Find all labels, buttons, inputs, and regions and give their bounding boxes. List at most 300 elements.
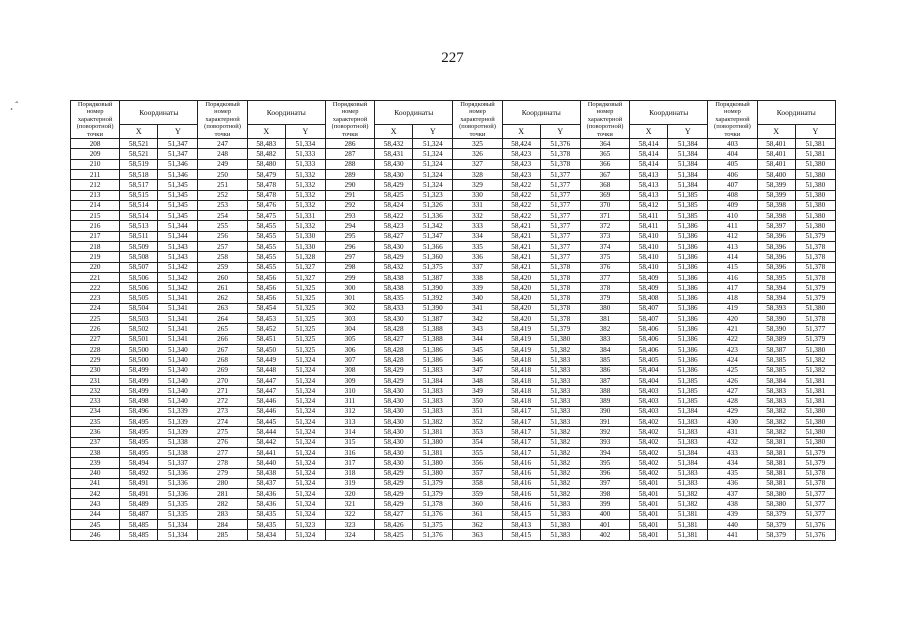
y-cell: 51,324 xyxy=(285,375,325,385)
header-y: Y xyxy=(668,124,708,138)
x-cell: 58,453 xyxy=(247,314,285,324)
point-number-cell: 256 xyxy=(198,231,247,241)
y-cell: 51,378 xyxy=(540,283,580,293)
x-cell: 58,419 xyxy=(502,324,540,334)
y-cell: 51,382 xyxy=(795,355,835,365)
x-cell: 58,421 xyxy=(502,252,540,262)
x-cell: 58,397 xyxy=(757,221,795,231)
point-number-cell: 226 xyxy=(71,324,120,334)
point-number-cell: 236 xyxy=(71,427,120,437)
x-cell: 58,394 xyxy=(757,283,795,293)
y-cell: 51,338 xyxy=(158,437,198,447)
x-cell: 58,415 xyxy=(502,509,540,519)
table-row xyxy=(71,334,836,344)
point-number-cell: 354 xyxy=(453,437,502,447)
x-cell: 58,455 xyxy=(247,252,285,262)
point-number-cell: 274 xyxy=(198,417,247,427)
point-number-cell: 377 xyxy=(580,272,629,282)
point-number-cell: 330 xyxy=(453,190,502,200)
y-cell: 51,324 xyxy=(285,468,325,478)
x-cell: 58,430 xyxy=(375,458,413,468)
y-cell: 51,378 xyxy=(795,252,835,262)
point-number-cell: 411 xyxy=(708,221,757,231)
y-cell: 51,378 xyxy=(540,303,580,313)
x-cell: 58,430 xyxy=(375,427,413,437)
y-cell: 51,386 xyxy=(668,272,708,282)
y-cell: 51,325 xyxy=(285,334,325,344)
point-number-cell: 335 xyxy=(453,242,502,252)
y-cell: 51,345 xyxy=(158,200,198,210)
point-number-cell: 254 xyxy=(198,211,247,221)
y-cell: 51,335 xyxy=(158,509,198,519)
header-coordinates: Координаты xyxy=(120,101,198,125)
point-number-cell: 324 xyxy=(325,530,374,540)
x-cell: 58,455 xyxy=(247,221,285,231)
y-cell: 51,383 xyxy=(540,396,580,406)
coordinates-table xyxy=(70,100,836,541)
point-number-cell: 267 xyxy=(198,344,247,354)
y-cell: 51,332 xyxy=(285,169,325,179)
x-cell: 58,413 xyxy=(630,169,668,179)
point-number-cell: 328 xyxy=(453,169,502,179)
y-cell: 51,324 xyxy=(285,530,325,540)
y-cell: 51,377 xyxy=(540,231,580,241)
x-cell: 58,441 xyxy=(247,447,285,457)
y-cell: 51,344 xyxy=(158,221,198,231)
point-number-cell: 378 xyxy=(580,283,629,293)
point-number-cell: 350 xyxy=(453,396,502,406)
y-cell: 51,385 xyxy=(668,375,708,385)
y-cell: 51,376 xyxy=(413,509,453,519)
x-cell: 58,382 xyxy=(757,427,795,437)
y-cell: 51,386 xyxy=(668,231,708,241)
point-number-cell: 291 xyxy=(325,190,374,200)
x-cell: 58,455 xyxy=(247,262,285,272)
y-cell: 51,381 xyxy=(668,520,708,530)
y-cell: 51,325 xyxy=(285,324,325,334)
y-cell: 51,339 xyxy=(158,406,198,416)
x-cell: 58,438 xyxy=(247,468,285,478)
point-number-cell: 282 xyxy=(198,499,247,509)
y-cell: 51,380 xyxy=(795,427,835,437)
y-cell: 51,383 xyxy=(540,365,580,375)
x-cell: 58,417 xyxy=(502,417,540,427)
y-cell: 51,381 xyxy=(795,149,835,159)
x-cell: 58,476 xyxy=(247,200,285,210)
point-number-cell: 305 xyxy=(325,334,374,344)
y-cell: 51,380 xyxy=(413,437,453,447)
y-cell: 51,378 xyxy=(540,149,580,159)
point-number-cell: 297 xyxy=(325,252,374,262)
x-cell: 58,515 xyxy=(120,190,158,200)
header-coordinates: Координаты xyxy=(375,101,453,125)
x-cell: 58,507 xyxy=(120,262,158,272)
x-cell: 58,402 xyxy=(630,458,668,468)
x-cell: 58,399 xyxy=(757,190,795,200)
point-number-cell: 428 xyxy=(708,396,757,406)
y-cell: 51,383 xyxy=(668,417,708,427)
point-number-cell: 401 xyxy=(580,520,629,530)
header-point-number: Порядковый номер характерной (поворотной) точки xyxy=(453,101,502,139)
y-cell: 51,386 xyxy=(668,324,708,334)
y-cell: 51,378 xyxy=(540,272,580,282)
y-cell: 51,377 xyxy=(540,180,580,190)
point-number-cell: 359 xyxy=(453,489,502,499)
x-cell: 58,432 xyxy=(375,262,413,272)
x-cell: 58,423 xyxy=(502,169,540,179)
y-cell: 51,340 xyxy=(158,375,198,385)
x-cell: 58,491 xyxy=(120,489,158,499)
point-number-cell: 280 xyxy=(198,478,247,488)
table-row xyxy=(71,211,836,221)
x-cell: 58,456 xyxy=(247,272,285,282)
x-cell: 58,519 xyxy=(120,159,158,169)
y-cell: 51,379 xyxy=(795,283,835,293)
x-cell: 58,404 xyxy=(630,365,668,375)
point-number-cell: 343 xyxy=(453,324,502,334)
y-cell: 51,381 xyxy=(795,139,835,149)
y-cell: 51,381 xyxy=(795,386,835,396)
point-number-cell: 425 xyxy=(708,365,757,375)
y-cell: 51,380 xyxy=(413,458,453,468)
x-cell: 58,419 xyxy=(502,334,540,344)
x-cell: 58,417 xyxy=(502,437,540,447)
x-cell: 58,506 xyxy=(120,283,158,293)
point-number-cell: 272 xyxy=(198,396,247,406)
point-number-cell: 209 xyxy=(71,149,120,159)
x-cell: 58,407 xyxy=(630,303,668,313)
x-cell: 58,478 xyxy=(247,190,285,200)
x-cell: 58,410 xyxy=(630,252,668,262)
x-cell: 58,430 xyxy=(375,169,413,179)
point-number-cell: 357 xyxy=(453,468,502,478)
x-cell: 58,408 xyxy=(630,293,668,303)
x-cell: 58,383 xyxy=(757,386,795,396)
point-number-cell: 304 xyxy=(325,324,374,334)
point-number-cell: 365 xyxy=(580,149,629,159)
y-cell: 51,383 xyxy=(668,478,708,488)
x-cell: 58,380 xyxy=(757,489,795,499)
x-cell: 58,416 xyxy=(502,499,540,509)
y-cell: 51,382 xyxy=(795,365,835,375)
y-cell: 51,384 xyxy=(668,159,708,169)
point-number-cell: 213 xyxy=(71,190,120,200)
y-cell: 51,378 xyxy=(540,293,580,303)
point-number-cell: 438 xyxy=(708,499,757,509)
point-number-cell: 264 xyxy=(198,314,247,324)
point-number-cell: 370 xyxy=(580,200,629,210)
point-number-cell: 387 xyxy=(580,375,629,385)
y-cell: 51,377 xyxy=(540,221,580,231)
point-number-cell: 361 xyxy=(453,509,502,519)
x-cell: 58,456 xyxy=(247,293,285,303)
y-cell: 51,330 xyxy=(285,231,325,241)
point-number-cell: 376 xyxy=(580,262,629,272)
header-y: Y xyxy=(285,124,325,138)
point-number-cell: 308 xyxy=(325,365,374,375)
y-cell: 51,376 xyxy=(795,520,835,530)
x-cell: 58,394 xyxy=(757,293,795,303)
x-cell: 58,425 xyxy=(375,530,413,540)
y-cell: 51,323 xyxy=(285,520,325,530)
point-number-cell: 312 xyxy=(325,406,374,416)
y-cell: 51,324 xyxy=(285,489,325,499)
x-cell: 58,450 xyxy=(247,344,285,354)
point-number-cell: 211 xyxy=(71,169,120,179)
point-number-cell: 255 xyxy=(198,221,247,231)
point-number-cell: 307 xyxy=(325,355,374,365)
y-cell: 51,342 xyxy=(158,283,198,293)
y-cell: 51,346 xyxy=(158,169,198,179)
point-number-cell: 360 xyxy=(453,499,502,509)
x-cell: 58,430 xyxy=(375,314,413,324)
point-number-cell: 406 xyxy=(708,169,757,179)
y-cell: 51,334 xyxy=(285,139,325,149)
header-point-number: Порядковый номер характерной (поворотной) точки xyxy=(71,101,120,139)
x-cell: 58,435 xyxy=(375,293,413,303)
y-cell: 51,378 xyxy=(540,262,580,272)
x-cell: 58,410 xyxy=(630,231,668,241)
x-cell: 58,410 xyxy=(630,262,668,272)
point-number-cell: 375 xyxy=(580,252,629,262)
y-cell: 51,379 xyxy=(413,489,453,499)
y-cell: 51,338 xyxy=(158,447,198,457)
table-row xyxy=(71,242,836,252)
margin-mark: ¸ ˆ xyxy=(10,100,19,110)
x-cell: 58,491 xyxy=(120,478,158,488)
y-cell: 51,380 xyxy=(795,417,835,427)
y-cell: 51,384 xyxy=(668,458,708,468)
y-cell: 51,344 xyxy=(158,231,198,241)
point-number-cell: 432 xyxy=(708,437,757,447)
x-cell: 58,428 xyxy=(375,355,413,365)
x-cell: 58,514 xyxy=(120,200,158,210)
x-cell: 58,446 xyxy=(247,396,285,406)
y-cell: 51,340 xyxy=(158,386,198,396)
y-cell: 51,380 xyxy=(413,468,453,478)
x-cell: 58,387 xyxy=(757,344,795,354)
y-cell: 51,378 xyxy=(795,478,835,488)
y-cell: 51,383 xyxy=(540,509,580,519)
point-number-cell: 218 xyxy=(71,242,120,252)
x-cell: 58,489 xyxy=(120,499,158,509)
y-cell: 51,384 xyxy=(668,169,708,179)
y-cell: 51,377 xyxy=(540,252,580,262)
header-y: Y xyxy=(413,124,453,138)
y-cell: 51,324 xyxy=(285,417,325,427)
x-cell: 58,437 xyxy=(247,478,285,488)
y-cell: 51,339 xyxy=(158,417,198,427)
point-number-cell: 405 xyxy=(708,159,757,169)
point-number-cell: 313 xyxy=(325,417,374,427)
x-cell: 58,496 xyxy=(120,406,158,416)
point-number-cell: 373 xyxy=(580,231,629,241)
y-cell: 51,341 xyxy=(158,303,198,313)
x-cell: 58,418 xyxy=(502,386,540,396)
y-cell: 51,332 xyxy=(285,180,325,190)
x-cell: 58,398 xyxy=(757,211,795,221)
y-cell: 51,381 xyxy=(795,396,835,406)
y-cell: 51,339 xyxy=(158,427,198,437)
x-cell: 58,393 xyxy=(757,303,795,313)
y-cell: 51,387 xyxy=(413,314,453,324)
point-number-cell: 323 xyxy=(325,520,374,530)
y-cell: 51,383 xyxy=(668,468,708,478)
point-number-cell: 367 xyxy=(580,169,629,179)
x-cell: 58,435 xyxy=(247,509,285,519)
x-cell: 58,427 xyxy=(375,509,413,519)
x-cell: 58,421 xyxy=(502,231,540,241)
x-cell: 58,456 xyxy=(247,283,285,293)
y-cell: 51,378 xyxy=(540,159,580,169)
point-number-cell: 379 xyxy=(580,293,629,303)
header-coordinates: Координаты xyxy=(247,101,325,125)
x-cell: 58,402 xyxy=(630,417,668,427)
y-cell: 51,380 xyxy=(795,211,835,221)
y-cell: 51,324 xyxy=(413,180,453,190)
point-number-cell: 404 xyxy=(708,149,757,159)
point-number-cell: 260 xyxy=(198,272,247,282)
y-cell: 51,341 xyxy=(158,324,198,334)
x-cell: 58,495 xyxy=(120,447,158,457)
x-cell: 58,430 xyxy=(375,437,413,447)
y-cell: 51,324 xyxy=(413,159,453,169)
x-cell: 58,383 xyxy=(757,396,795,406)
point-number-cell: 257 xyxy=(198,242,247,252)
point-number-cell: 344 xyxy=(453,334,502,344)
y-cell: 51,324 xyxy=(285,499,325,509)
point-number-cell: 271 xyxy=(198,386,247,396)
x-cell: 58,452 xyxy=(247,324,285,334)
y-cell: 51,377 xyxy=(795,499,835,509)
x-cell: 58,495 xyxy=(120,437,158,447)
table-row xyxy=(71,159,836,169)
x-cell: 58,398 xyxy=(757,200,795,210)
point-number-cell: 242 xyxy=(71,489,120,499)
point-number-cell: 394 xyxy=(580,447,629,457)
y-cell: 51,382 xyxy=(668,499,708,509)
point-number-cell: 436 xyxy=(708,478,757,488)
header-y: Y xyxy=(540,124,580,138)
point-number-cell: 258 xyxy=(198,252,247,262)
table-row xyxy=(71,447,836,457)
table-row xyxy=(71,283,836,293)
point-number-cell: 368 xyxy=(580,180,629,190)
x-cell: 58,403 xyxy=(630,386,668,396)
point-number-cell: 340 xyxy=(453,293,502,303)
y-cell: 51,377 xyxy=(540,169,580,179)
x-cell: 58,513 xyxy=(120,221,158,231)
point-number-cell: 246 xyxy=(71,530,120,540)
x-cell: 58,403 xyxy=(630,406,668,416)
y-cell: 51,378 xyxy=(540,314,580,324)
point-number-cell: 435 xyxy=(708,468,757,478)
x-cell: 58,428 xyxy=(375,344,413,354)
point-number-cell: 342 xyxy=(453,314,502,324)
y-cell: 51,340 xyxy=(158,344,198,354)
point-number-cell: 285 xyxy=(198,530,247,540)
point-number-cell: 345 xyxy=(453,344,502,354)
y-cell: 51,384 xyxy=(668,180,708,190)
y-cell: 51,332 xyxy=(285,190,325,200)
x-cell: 58,434 xyxy=(247,530,285,540)
y-cell: 51,336 xyxy=(413,211,453,221)
point-number-cell: 326 xyxy=(453,149,502,159)
point-number-cell: 284 xyxy=(198,520,247,530)
y-cell: 51,378 xyxy=(795,242,835,252)
point-number-cell: 440 xyxy=(708,520,757,530)
y-cell: 51,335 xyxy=(158,499,198,509)
y-cell: 51,377 xyxy=(540,211,580,221)
y-cell: 51,386 xyxy=(668,221,708,231)
x-cell: 58,421 xyxy=(502,242,540,252)
table-row xyxy=(71,437,836,447)
x-cell: 58,389 xyxy=(757,334,795,344)
point-number-cell: 416 xyxy=(708,272,757,282)
point-number-cell: 263 xyxy=(198,303,247,313)
header-point-number: Порядковый номер характерной (поворотной) точки xyxy=(580,101,629,139)
point-number-cell: 214 xyxy=(71,200,120,210)
y-cell: 51,324 xyxy=(285,437,325,447)
x-cell: 58,433 xyxy=(375,303,413,313)
x-cell: 58,429 xyxy=(375,375,413,385)
x-cell: 58,429 xyxy=(375,499,413,509)
point-number-cell: 234 xyxy=(71,406,120,416)
y-cell: 51,347 xyxy=(413,231,453,241)
y-cell: 51,383 xyxy=(540,499,580,509)
header-coordinates: Координаты xyxy=(630,101,708,125)
point-number-cell: 426 xyxy=(708,375,757,385)
point-number-cell: 306 xyxy=(325,344,374,354)
y-cell: 51,377 xyxy=(795,489,835,499)
point-number-cell: 414 xyxy=(708,252,757,262)
point-number-cell: 233 xyxy=(71,396,120,406)
y-cell: 51,377 xyxy=(540,200,580,210)
y-cell: 51,324 xyxy=(285,365,325,375)
table-row xyxy=(71,530,836,540)
x-cell: 58,416 xyxy=(502,478,540,488)
point-number-cell: 208 xyxy=(71,139,120,149)
header-coordinates: Координаты xyxy=(502,101,580,125)
point-number-cell: 366 xyxy=(580,159,629,169)
table-row xyxy=(71,427,836,437)
point-number-cell: 398 xyxy=(580,489,629,499)
x-cell: 58,506 xyxy=(120,272,158,282)
y-cell: 51,324 xyxy=(413,149,453,159)
y-cell: 51,380 xyxy=(795,200,835,210)
x-cell: 58,500 xyxy=(120,355,158,365)
y-cell: 51,384 xyxy=(668,139,708,149)
point-number-cell: 268 xyxy=(198,355,247,365)
point-number-cell: 230 xyxy=(71,365,120,375)
point-number-cell: 384 xyxy=(580,344,629,354)
point-number-cell: 341 xyxy=(453,303,502,313)
y-cell: 51,383 xyxy=(413,365,453,375)
y-cell: 51,379 xyxy=(795,231,835,241)
y-cell: 51,384 xyxy=(413,375,453,385)
table-row xyxy=(71,221,836,231)
point-number-cell: 321 xyxy=(325,499,374,509)
x-cell: 58,413 xyxy=(502,520,540,530)
x-cell: 58,500 xyxy=(120,344,158,354)
x-cell: 58,438 xyxy=(375,283,413,293)
y-cell: 51,380 xyxy=(795,303,835,313)
point-number-cell: 215 xyxy=(71,211,120,221)
x-cell: 58,425 xyxy=(375,190,413,200)
point-number-cell: 276 xyxy=(198,437,247,447)
x-cell: 58,427 xyxy=(375,334,413,344)
y-cell: 51,382 xyxy=(540,468,580,478)
